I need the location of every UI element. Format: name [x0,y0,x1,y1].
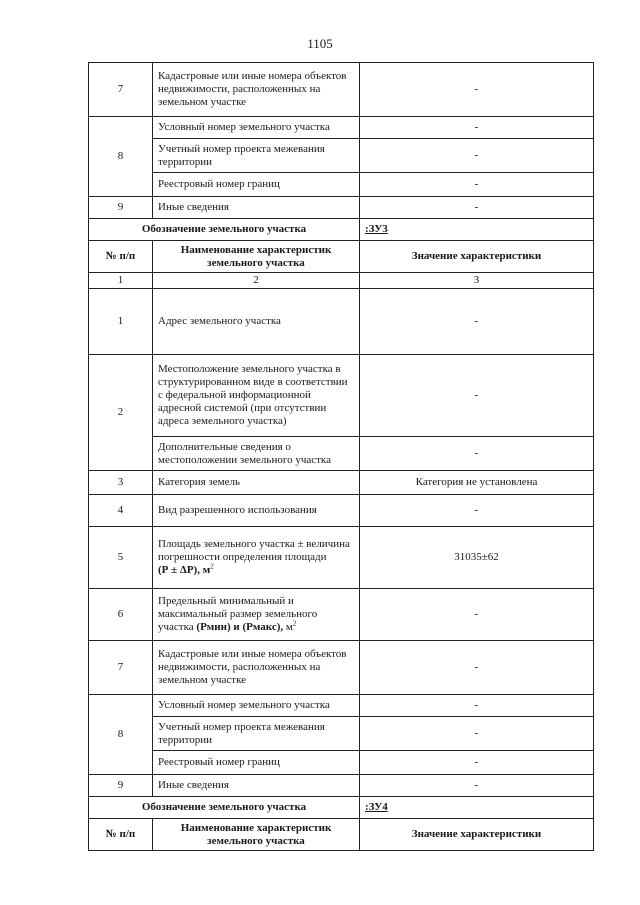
table-row [89,641,594,695]
table-row [89,197,594,219]
table-row [89,589,594,641]
characteristic-value: - [360,355,594,437]
characteristic-value: - [360,289,594,355]
header-value: Значение характеристики [360,241,594,273]
table-row [89,751,594,775]
row-number: 7 [89,63,153,117]
characteristic-value: 31035±62 [360,527,594,589]
header-row [89,819,594,851]
characteristic-name: Категория земель [153,471,360,495]
characteristic-name: Реестровый номер границ [153,751,360,775]
characteristic-value: - [360,751,594,775]
characteristic-name-text: Предельный минимальный и максимальный размер земельного участка [158,595,318,633]
row-number: 4 [89,495,153,527]
table-row [89,717,594,751]
header-num: № п/п [89,241,153,273]
characteristic-value: - [360,117,594,139]
designation-label: Обозначение земельного участка [89,797,360,819]
characteristic-value: - [360,437,594,471]
characteristic-name-formula: (Рмин) и (Рмакс), [196,621,284,633]
row-number: 8 [89,695,153,775]
characteristic-value: Категория не установлена [360,471,594,495]
unit-exponent: 2 [210,562,214,571]
characteristic-name-formula: (Р ± ΔР), м [158,564,211,576]
table-row [89,695,594,717]
characteristic-name: Вид разрешенного использования [153,495,360,527]
row-number: 1 [89,289,153,355]
table-row [89,63,594,117]
designation-label: Обозначение земельного участка [89,219,360,241]
characteristic-name: Реестровый номер границ [153,173,360,197]
characteristic-name: Местоположение земельного участка в структурированном виде в соответствии с федеральной информационной адресной системой (при отсутствии адреса земельного участка) [153,355,360,437]
unit-text: м [283,621,293,633]
header-value: Значение характеристики [360,819,594,851]
designation-code: :ЗУ4 [360,797,594,819]
characteristic-value: - [360,775,594,797]
column-number: 2 [153,273,360,289]
designation-row [89,797,594,819]
row-number: 3 [89,471,153,495]
table-row [89,775,594,797]
row-number: 7 [89,641,153,695]
table-row [89,139,594,173]
unit-exponent: 2 [292,619,297,628]
column-number-row [89,273,594,289]
table-row [89,117,594,139]
characteristic-value: - [360,695,594,717]
column-number: 1 [89,273,153,289]
characteristic-name: Иные сведения [153,197,360,219]
row-number: 8 [89,117,153,197]
characteristic-value: - [360,495,594,527]
table-row [89,527,594,589]
characteristic-name: Учетный номер проекта межевания территории [153,139,360,173]
row-number: 2 [89,355,153,471]
header-num: № п/п [89,819,153,851]
characteristic-name: Учетный номер проекта межевания территории [153,717,360,751]
characteristic-name-text: Площадь земельного участка ± величина погрешности определения площади [158,538,350,563]
designation-row [89,219,594,241]
characteristic-name: Кадастровые или иные номера объектов недвижимости, расположенных на земельном участке [153,63,360,117]
characteristic-name: Условный номер земельного участка [153,695,360,717]
table-row [89,495,594,527]
characteristic-name [153,589,360,641]
characteristic-value: - [360,139,594,173]
table-row [89,437,594,471]
row-number: 5 [89,527,153,589]
characteristic-value: - [360,717,594,751]
table-row [89,355,594,437]
row-number: 9 [89,197,153,219]
characteristic-name: Иные сведения [153,775,360,797]
header-row [89,241,594,273]
characteristic-value: - [360,589,594,641]
characteristic-value: - [360,173,594,197]
land-plot-characteristics-table [88,62,594,851]
row-number: 9 [89,775,153,797]
characteristic-value: - [360,197,594,219]
characteristic-value: - [360,641,594,695]
page-number: 1105 [307,36,333,51]
characteristic-name: Дополнительные сведения о местоположении земельного участка [153,437,360,471]
table-row [89,471,594,495]
column-number: 3 [360,273,594,289]
characteristic-name: Условный номер земельного участка [153,117,360,139]
characteristic-name: Кадастровые или иные номера объектов недвижимости, расположенных на земельном участке [153,641,360,695]
header-name: Наименование характеристик земельного участка [153,819,360,851]
table-row [89,289,594,355]
characteristic-name: Адрес земельного участка [153,289,360,355]
designation-code: :ЗУ3 [360,219,594,241]
header-name: Наименование характеристик земельного участка [153,241,360,273]
characteristic-name [153,527,360,589]
row-number: 6 [89,589,153,641]
table-row [89,173,594,197]
characteristic-value: - [360,63,594,117]
